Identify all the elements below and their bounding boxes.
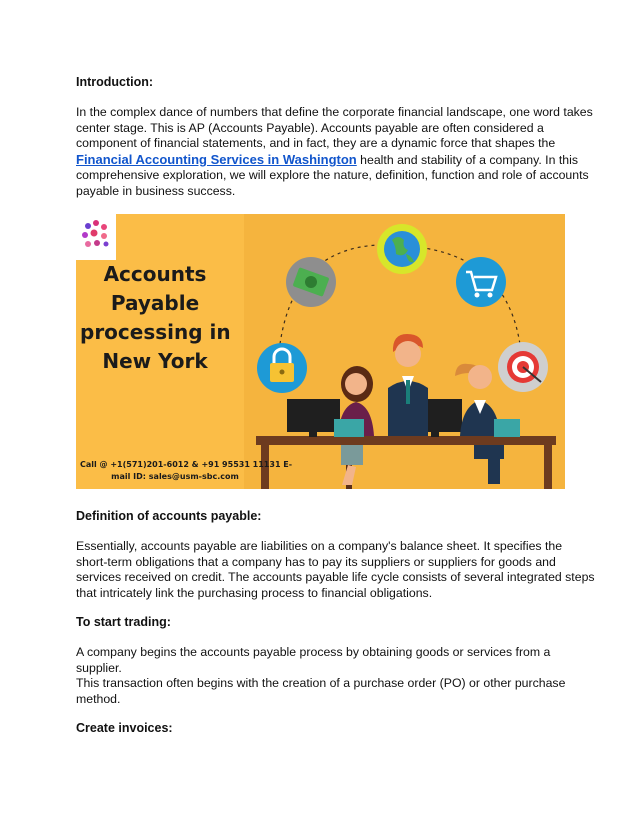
intro-heading: Introduction: bbox=[76, 75, 154, 89]
trading-line: method. bbox=[76, 691, 121, 706]
shopping-cart-icon bbox=[456, 257, 506, 307]
banner-contact-line: Call @ +1(571)201-6012 & +91 95531 11131 E- bbox=[80, 460, 293, 469]
chair-left bbox=[334, 419, 364, 437]
trading-line: This transaction often begins with the creation of a purchase order (PO) or other purchase bbox=[76, 676, 566, 691]
definition-line: Essentially, accounts payable are liabilities on a company's balance sheet. It specifies the bbox=[76, 539, 563, 553]
money-icon bbox=[286, 257, 336, 307]
target-icon bbox=[498, 342, 548, 392]
definition-heading: Definition of accounts payable: bbox=[76, 509, 262, 523]
definition-line: that intricately link the purchasing process to financial obligations. bbox=[76, 585, 433, 600]
banner-image bbox=[76, 214, 565, 489]
intro-line: component of financial statements, and in fact, they are a dynamic force that shapes the bbox=[76, 136, 556, 151]
banner-title-line: New York bbox=[102, 349, 208, 373]
intro-line-rest: health and stability of a company. In this bbox=[356, 152, 578, 167]
intro-line: payable in business success. bbox=[76, 183, 236, 198]
invoices-heading: Create invoices: bbox=[76, 721, 173, 735]
logo-globe-icon bbox=[79, 217, 113, 251]
banner-contact-line: mail ID: sales@usm-sbc.com bbox=[111, 472, 239, 481]
banner-contact-info bbox=[80, 459, 293, 483]
padlock-icon bbox=[257, 343, 307, 393]
definition-line: short-term obligations that a company has to pay its suppliers or suppliers for goods and bbox=[76, 554, 556, 569]
trading-heading: To start trading: bbox=[76, 615, 171, 629]
monitor-left bbox=[287, 399, 340, 437]
intro-paragraph bbox=[76, 105, 593, 200]
intro-line: center stage. This is AP (Accounts Payable). Accounts payable are often considered a bbox=[76, 120, 544, 135]
financial-accounting-link[interactable]: Financial Accounting Services in Washington bbox=[76, 151, 357, 167]
globe-icon bbox=[377, 224, 427, 274]
banner-title-line: Payable bbox=[110, 291, 200, 315]
definition-line: services received on credit. The accounts payable life cycle consists of several integrated steps bbox=[76, 570, 595, 585]
banner-title-line: processing in bbox=[80, 320, 231, 344]
intro-line: In the complex dance of numbers that define the corporate financial landscape, one word takes bbox=[76, 105, 593, 119]
definition-paragraph bbox=[76, 539, 595, 601]
trading-line: A company begins the accounts payable process by obtaining goods or services from a bbox=[76, 645, 551, 659]
chair-right bbox=[494, 419, 520, 437]
intro-line-with-link bbox=[76, 152, 576, 169]
banner-title bbox=[80, 260, 230, 376]
intro-line: comprehensive exploration, we will explore the nature, definition, function and role of accounts bbox=[76, 168, 589, 183]
trading-paragraph bbox=[76, 645, 576, 707]
banner-title-line: Accounts bbox=[103, 262, 207, 286]
trading-line: supplier. bbox=[76, 660, 122, 675]
